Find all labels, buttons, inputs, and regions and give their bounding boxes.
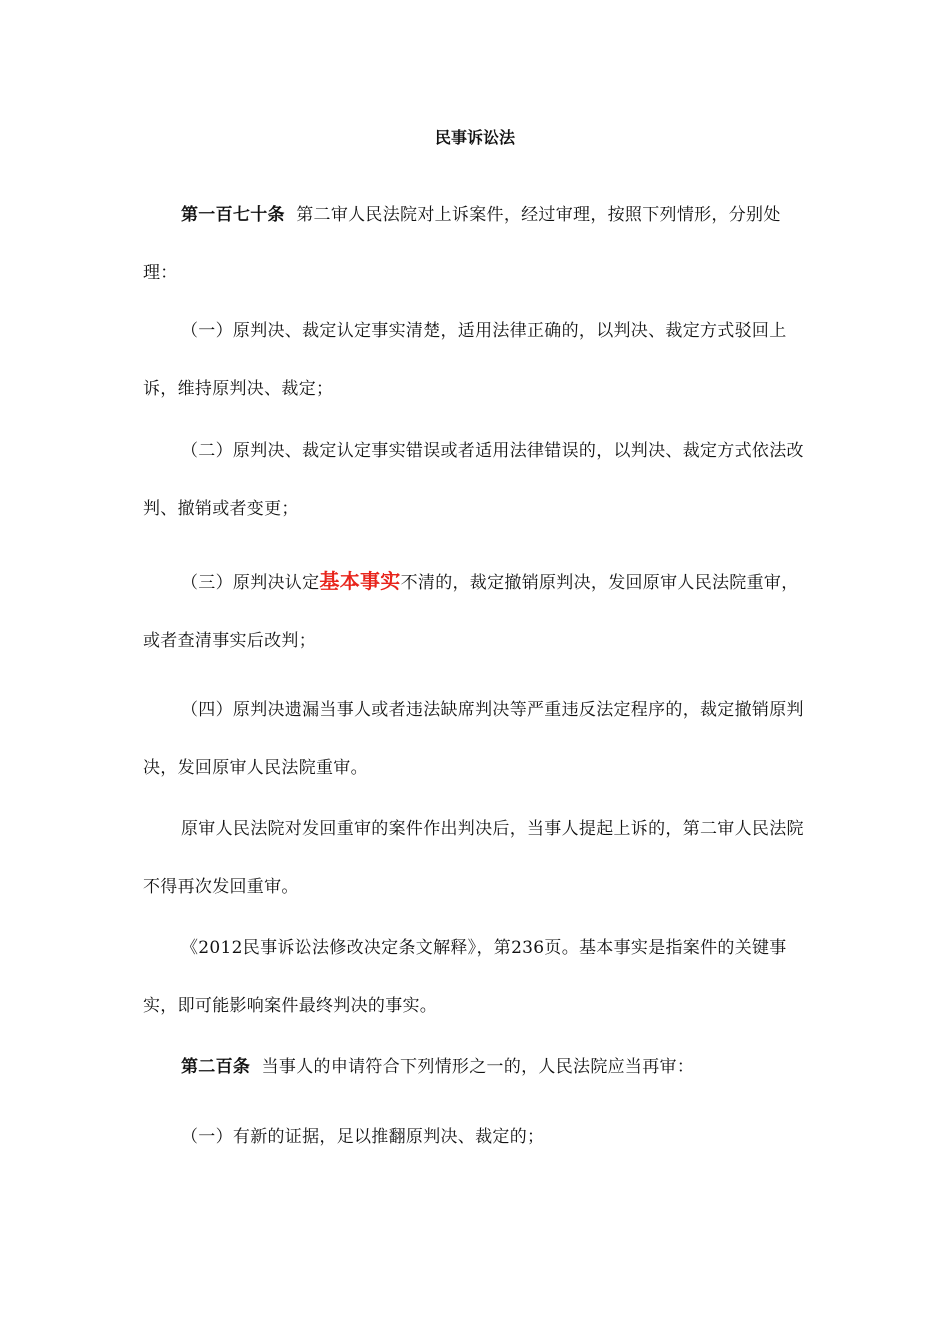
article-200-heading: 第二百条	[181, 1057, 251, 1077]
item-1-paragraph: （一）原判决、裁定认定事实清楚，适用法律正确的，以判决、裁定方式驳回上诉，维持原判决、裁定；	[143, 321, 787, 399]
article-200-text: 当事人的申请符合下列情形之一的，人民法院应当再审：	[261, 1057, 695, 1077]
item-3-paragraph	[143, 552, 808, 670]
article-170-text: 第二审人民法院对上诉案件，经过审理，按照下列情形，分别处理：	[143, 205, 781, 283]
article-170-heading: 第一百七十条	[181, 205, 285, 225]
article-170-paragraph	[143, 186, 808, 302]
retrial-paragraph: 原审人民法院对发回重审的案件作出判决后，当事人提起上诉的，第二审人民法院不得再次发回重审。	[143, 819, 804, 897]
article-200-paragraph	[143, 1038, 808, 1096]
item-4-paragraph: （四）原判决遗漏当事人或者违法缺席判决等严重违反法定程序的，裁定撤销原判决，发回原审人民法院重审。	[143, 700, 804, 778]
note-paragraph: 《2012民事诉讼法修改决定条文解释》，第236页。基本事实是指案件的关键事实，即可能影响案件最终判决的事实。	[143, 938, 787, 1016]
article-200-item-1-paragraph: （一）有新的证据，足以推翻原判决、裁定的；	[181, 1127, 545, 1147]
item-3-text-after: 不清的，裁定撤销原判决，发回原审人民法院重审，或者查清事实后改判；	[143, 573, 799, 651]
item-2-paragraph: （二）原判决、裁定认定事实错误或者适用法律错误的，以判决、裁定方式依法改判、撤销或者变更；	[143, 441, 804, 519]
item-3-text-before: （三）原判决认定	[181, 573, 320, 593]
item-3-highlight: 基本事实	[319, 569, 401, 593]
document-title: 民事诉讼法	[434, 128, 515, 147]
